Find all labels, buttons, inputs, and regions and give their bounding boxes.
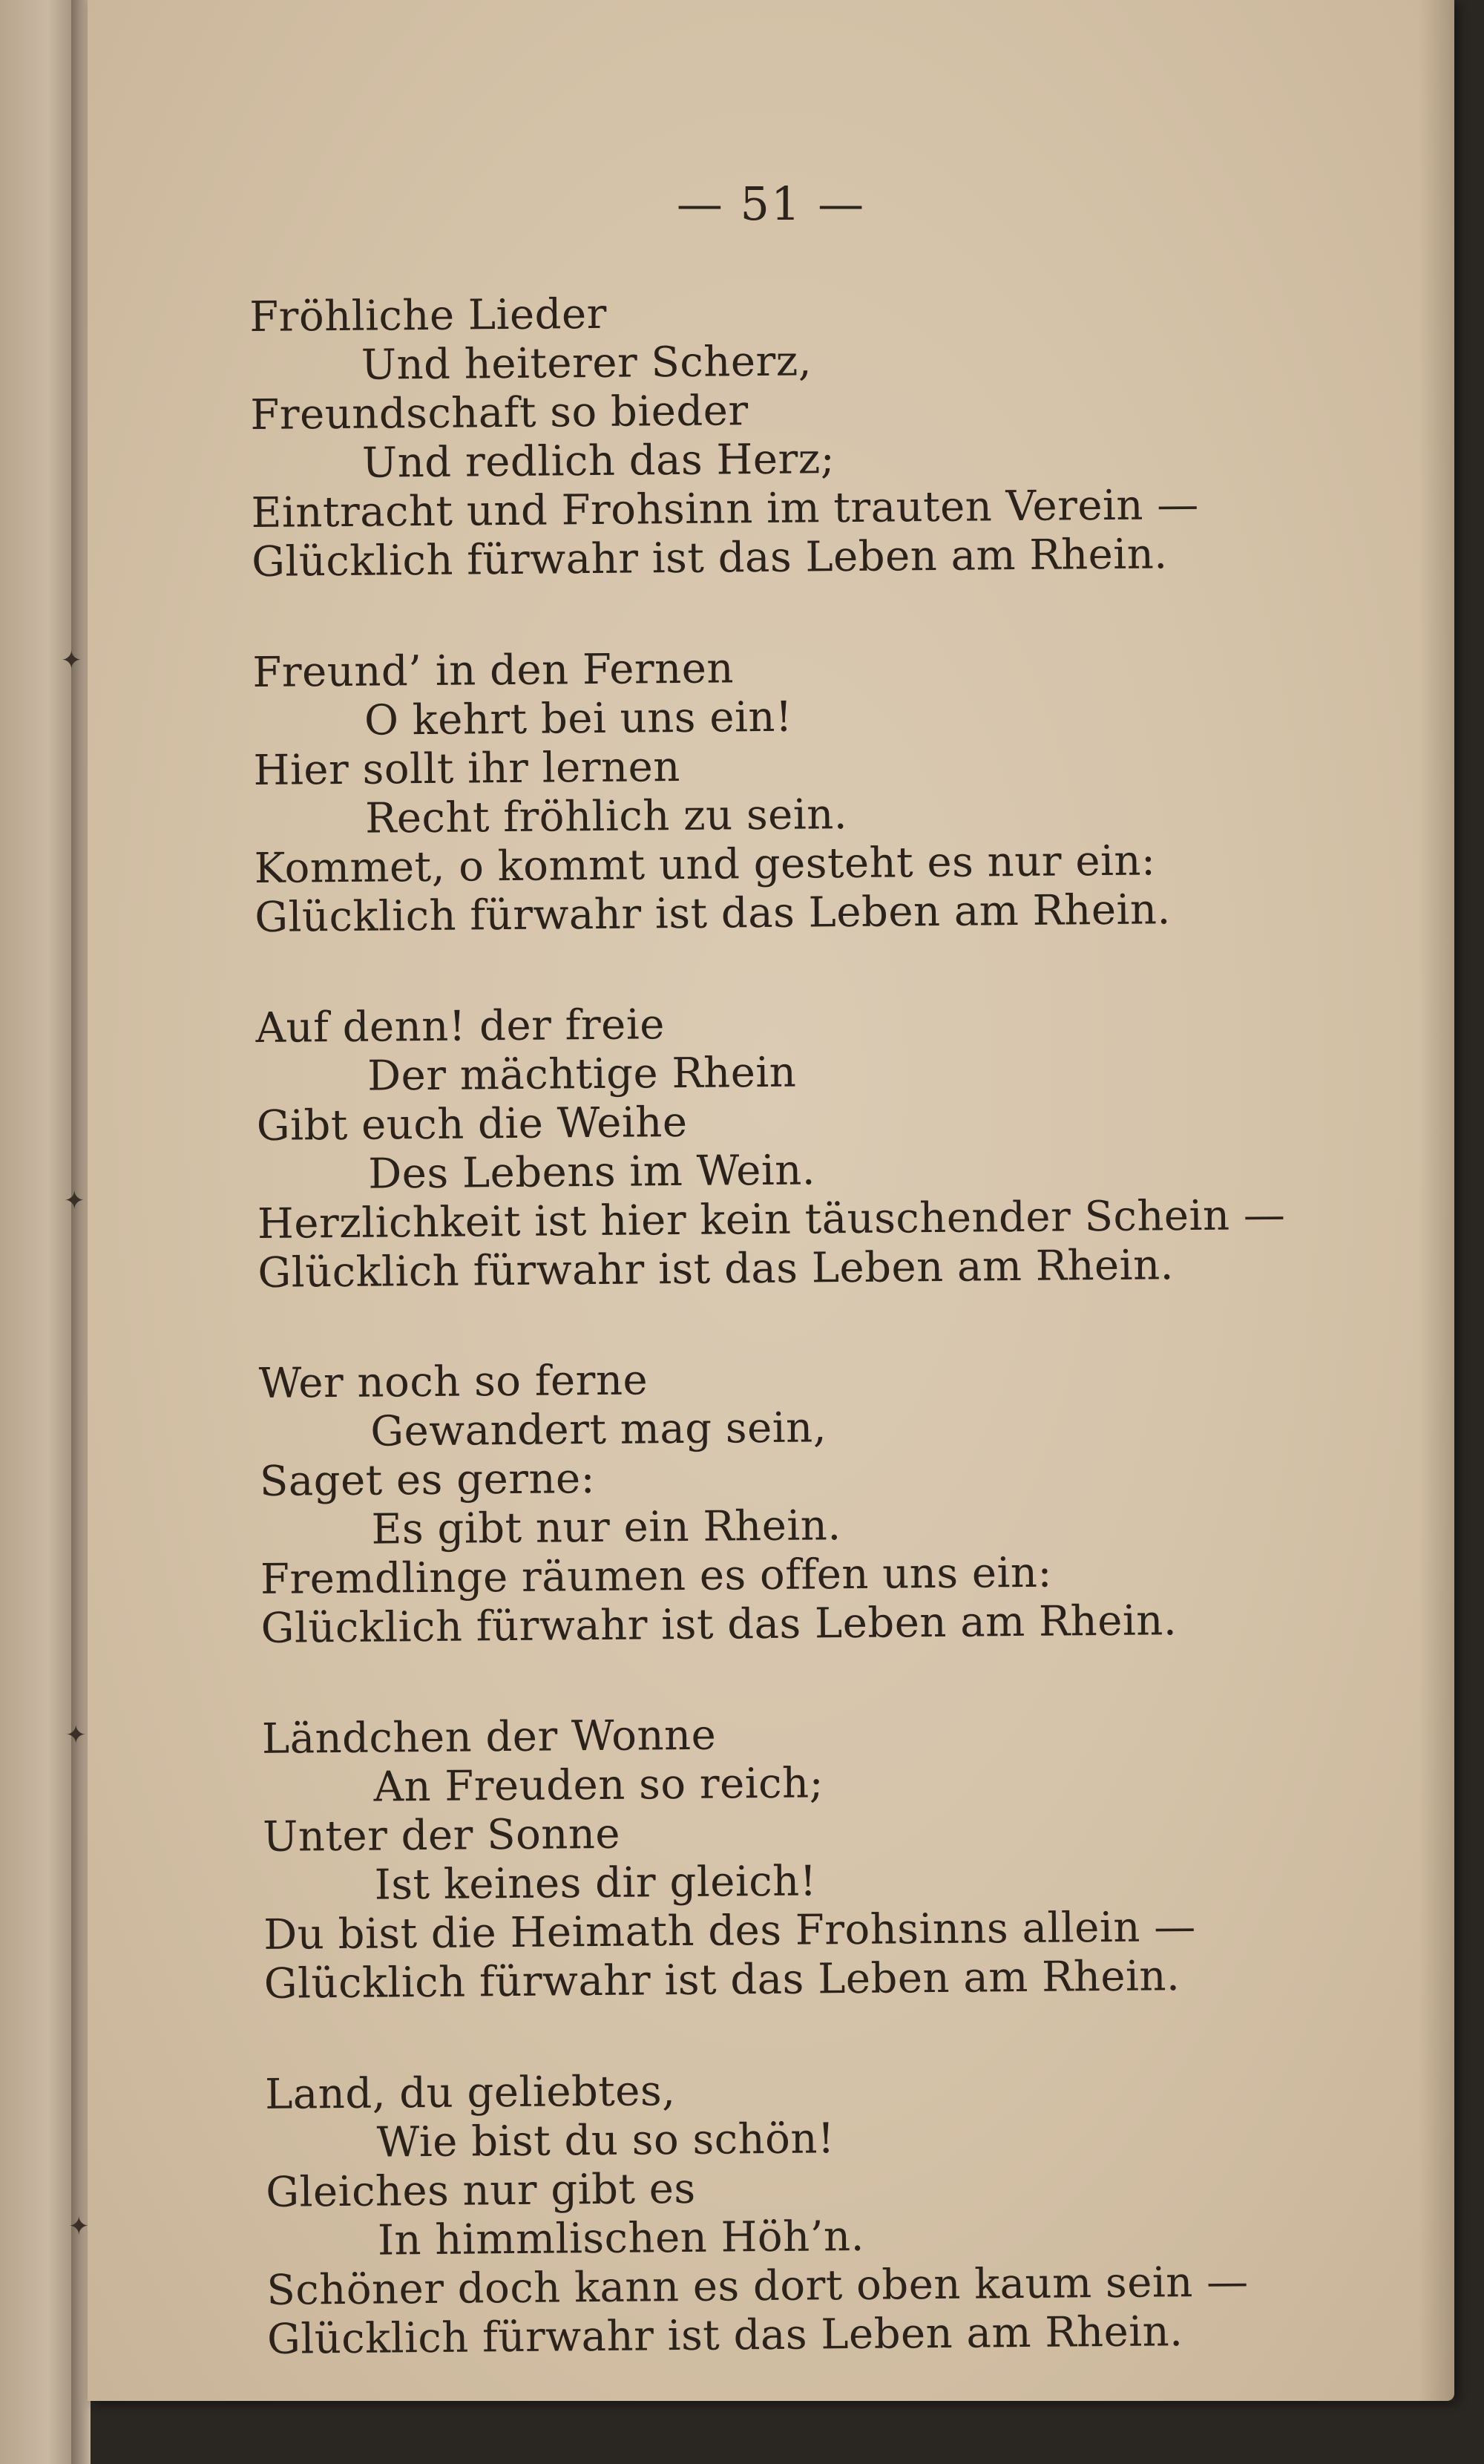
poem-line: Glücklich fürwahr ist das Leben am Rhein. xyxy=(263,1952,1181,2008)
poem-line: Hier sollt ihr lernen xyxy=(253,742,681,795)
poem-line: Schöner doch kann es dort oben kaum sein — xyxy=(266,2258,1249,2315)
poem-line: Eintracht und Frohsinn im trauten Verein — xyxy=(251,480,1200,537)
poem-line: Fröhliche Lieder xyxy=(249,289,608,341)
poem-line: Und redlich das Herz; xyxy=(361,435,835,488)
poem-text xyxy=(249,283,1425,2426)
poem-line: Glücklich fürwahr ist das Leben am Rhein. xyxy=(266,2307,1183,2364)
poem-line: An Freuden so reich; xyxy=(373,1759,824,1812)
poem-line: Unter der Sonne xyxy=(262,1809,621,1861)
stanza xyxy=(249,283,1409,587)
poem-line: Recht fröhlich zu sein. xyxy=(364,790,848,843)
poem-line: Auf denn! der freie xyxy=(255,1000,666,1052)
margin-mark: ✦ xyxy=(65,1720,87,1750)
stanza xyxy=(262,1705,1422,2009)
page-number: — 51 — xyxy=(676,177,866,231)
poem-line: Gewandert mag sein, xyxy=(370,1403,827,1456)
margin-mark: ✦ xyxy=(61,646,82,675)
poem-line: Der mächtige Rhein xyxy=(367,1048,797,1101)
poem-line: Ländchen der Wonne xyxy=(261,1711,717,1763)
poem-line: Des Lebens im Wein. xyxy=(368,1146,816,1199)
margin-mark: ✦ xyxy=(68,2212,90,2241)
poem-line: Gleiches nur gibt es xyxy=(266,2164,696,2217)
poem-line: Du bist die Heimath des Frohsinns allein — xyxy=(263,1902,1196,1959)
poem-line: Und heiterer Scherz, xyxy=(361,337,812,390)
poem-line: Kommet, o kommt und gesteht es nur ein: xyxy=(254,836,1156,893)
poem-line: Fremdlinge räumen es offen uns ein: xyxy=(260,1548,1053,1604)
poem-line: Freundschaft so bieder xyxy=(250,387,749,439)
poem-line: Herzlichkeit ist hier kein täuschender Schein — xyxy=(257,1190,1286,1248)
poem-line: Saget es gerne: xyxy=(259,1454,596,1506)
poem-line: Land, du geliebtes, xyxy=(264,2067,676,2119)
poem-line: Es gibt nur ein Rhein. xyxy=(371,1501,841,1554)
poem-line: Glücklich fürwahr ist das Leben am Rhein. xyxy=(257,1241,1175,1297)
poem-line: Glücklich fürwahr ist das Leben am Rhein. xyxy=(251,530,1168,586)
stanza xyxy=(252,638,1412,943)
poem-line: Ist keines dir gleich! xyxy=(374,1857,817,1910)
poem-line: Freund’ in den Fernen xyxy=(252,644,735,697)
poem-line: Wer noch so ferne xyxy=(258,1356,649,1408)
poem-line: Glücklich fürwahr ist das Leben am Rhein. xyxy=(260,1596,1178,1653)
poem-line: O kehrt bei uns ein! xyxy=(364,692,793,745)
stanza xyxy=(265,2060,1425,2365)
stanza xyxy=(255,994,1415,1298)
poem-line: Gibt euch die Weihe xyxy=(256,1098,688,1150)
margin-mark: ✦ xyxy=(64,1186,85,1216)
facing-page-edge xyxy=(0,0,80,2464)
poem-line: In himmlischen Höh’n. xyxy=(377,2212,865,2265)
book-page xyxy=(88,0,1454,2401)
page-edge-shadow xyxy=(1419,0,1454,2401)
poem-line: Wie bist du so schön! xyxy=(376,2114,835,2167)
poem-line: Glücklich fürwahr ist das Leben am Rhein. xyxy=(255,885,1172,942)
stanza xyxy=(259,1349,1419,1654)
